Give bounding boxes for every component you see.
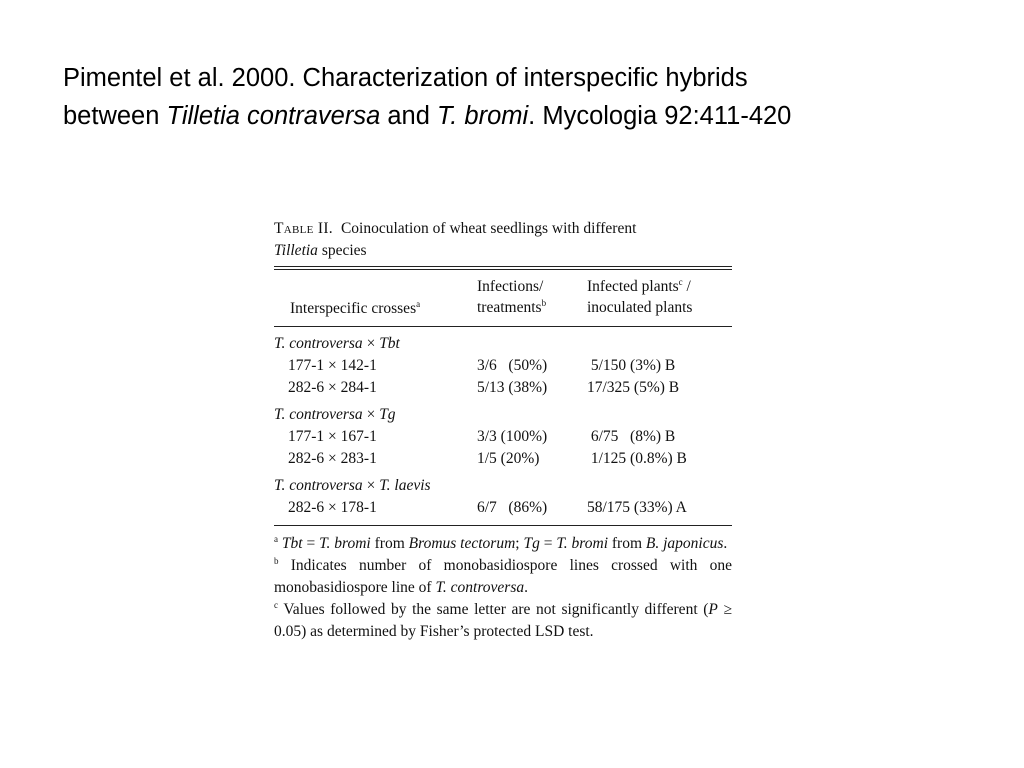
title-and: and (380, 102, 437, 130)
header-infections-line2: treatments (477, 299, 542, 316)
footnote-b-mark: b (274, 556, 279, 566)
footnote-a-from-2: from (608, 535, 646, 552)
footnote-b-species: T. controversa (435, 579, 525, 596)
header-crosses (290, 298, 420, 319)
cell-infections: 1/5 (20%) (477, 450, 540, 467)
table-label: Table II. (274, 220, 333, 237)
table-row (274, 497, 732, 519)
table-caption-text: Coinoculation of wheat seedlings with different (340, 220, 637, 237)
table-row (274, 355, 732, 377)
cell-infections: 3/3 (100%) (477, 428, 548, 445)
group-species-a: T. controversa (274, 335, 363, 352)
group-label (274, 333, 732, 355)
table-caption (274, 218, 732, 262)
table-body (274, 327, 732, 525)
footnote-a-eq2: = (539, 535, 557, 552)
footnote-b-end: . (524, 579, 528, 596)
footnote-a-from-1: from (370, 535, 409, 552)
title-species-1: Tilletia contraversa (166, 102, 381, 130)
footnote-a-tg: Tg (523, 535, 540, 552)
table-footnotes (274, 533, 732, 643)
header-plants (587, 276, 692, 318)
header-plants-slash: / (682, 278, 691, 295)
header-plants-sup: c (678, 277, 683, 287)
title-citation: . Mycologia 92:411-420 (528, 102, 792, 130)
cell-plants: 58/175 (33%) A (587, 499, 687, 516)
table-caption-genus: Tilletia (274, 242, 318, 259)
footnote-b (274, 555, 732, 599)
cell-cross: 177-1 × 142-1 (288, 357, 377, 374)
footnote-a-host-2: B. japonicus (645, 535, 724, 552)
group-species-b: Tg (379, 406, 396, 423)
footnote-a-host-1: Bromus tectorum (408, 535, 516, 552)
cell-cross: 282-6 × 178-1 (288, 499, 377, 516)
header-crosses-label: Interspecific crosses (290, 300, 417, 317)
footnote-a-tbt: Tbt (281, 535, 303, 552)
group-species-b: Tbt (379, 335, 400, 352)
group-cross-sign: × (362, 477, 380, 494)
group-species-a: T. controversa (274, 406, 363, 423)
cell-cross: 282-6 × 283-1 (288, 450, 377, 467)
table-figure (274, 218, 732, 643)
table-row (274, 448, 732, 470)
group-label (274, 404, 732, 426)
cell-plants: 6/75 (8%) B (587, 428, 676, 445)
footnote-a-bromi-1: T. bromi (319, 535, 371, 552)
table-caption-tail: species (317, 242, 367, 259)
header-infections-line1: Infections/ (477, 278, 544, 295)
footnote-c-mark: c (274, 600, 278, 610)
footnote-a-bromi-2: T. bromi (556, 535, 609, 552)
header-infections-sup: b (541, 298, 547, 308)
table-row (274, 426, 732, 448)
footnote-a-end: . (723, 535, 728, 552)
title-prefix: between (63, 102, 167, 130)
title-line-1: Pimentel et al. 2000. Characterization of interspecific hybrids (63, 64, 748, 92)
group-species-b: T. laevis (379, 477, 431, 494)
group-species-a: T. controversa (274, 477, 363, 494)
slide-title (63, 59, 963, 135)
header-crosses-sup: a (416, 299, 421, 309)
cell-plants: 17/325 (5%) B (587, 379, 680, 396)
cell-plants: 5/150 (3%) B (587, 357, 676, 374)
table-header (274, 270, 732, 326)
header-plants-line2: inoculated plants (587, 299, 693, 316)
footnote-a-eq1: = (302, 535, 320, 552)
cell-infections: 5/13 (38%) (477, 379, 548, 396)
cell-cross: 177-1 × 167-1 (288, 428, 377, 445)
header-infections (477, 276, 546, 318)
cell-infections: 3/6 (50%) (477, 357, 548, 374)
footnote-c (274, 599, 732, 643)
footnote-a-mark: a (274, 534, 278, 544)
group-cross-sign: × (362, 335, 380, 352)
cell-cross: 282-6 × 284-1 (288, 379, 377, 396)
footnote-c-p: P (708, 601, 718, 618)
footnote-c-end: ≥ 0.05) as determined by Fisher’s protected LSD test. (274, 601, 732, 640)
cell-infections: 6/7 (86%) (477, 499, 548, 516)
footnote-b-text: Indicates number of monobasidiospore lines crossed with one monobasidiospore line of (274, 557, 732, 596)
title-species-2: T. bromi (437, 102, 529, 130)
title-line-2 (63, 97, 963, 135)
table-bottom-rule (274, 525, 732, 526)
footnote-a-sep: ; (515, 535, 524, 552)
table-row (274, 377, 732, 399)
header-plants-line1: Infected plants (587, 278, 679, 295)
group-cross-sign: × (362, 406, 380, 423)
footnote-c-text: Values followed by the same letter are not significantly different ( (283, 601, 709, 618)
footnote-a (274, 533, 732, 555)
cell-plants: 1/125 (0.8%) B (587, 450, 687, 467)
group-label (274, 475, 732, 497)
